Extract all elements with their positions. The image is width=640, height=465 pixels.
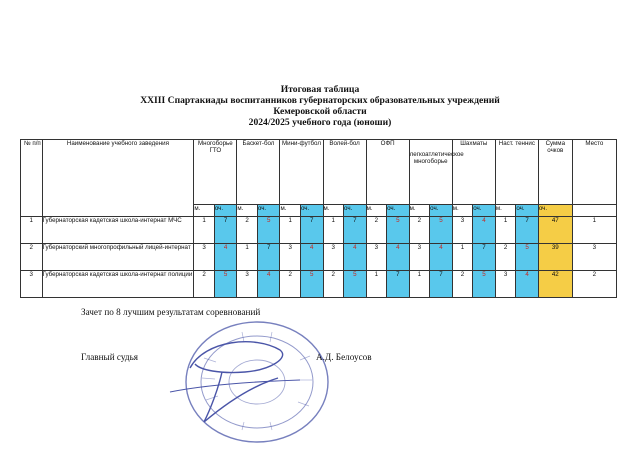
- subheader-points-label: оч.: [300, 205, 323, 217]
- sport-place: 2: [452, 271, 473, 298]
- sport-place: 3: [409, 244, 430, 271]
- sport-place: 1: [452, 244, 473, 271]
- header-sport: Баскет-бол: [237, 140, 280, 205]
- header-place: Место: [572, 140, 616, 205]
- sport-points: 4: [430, 244, 453, 271]
- subheader-place-label: м.: [194, 205, 215, 217]
- subheader-place-label: м.: [280, 205, 301, 217]
- header-num: № п/п: [21, 140, 43, 217]
- subheader-place-label: м.: [495, 205, 516, 217]
- sport-place: 3: [366, 244, 387, 271]
- header-sport: ОФП: [366, 140, 409, 205]
- subheader-points-label: оч.: [344, 205, 367, 217]
- sport-points: 7: [257, 244, 280, 271]
- sport-points: 4: [300, 244, 323, 271]
- subheader-place-label: м.: [237, 205, 258, 217]
- subheader-points-label: оч.: [430, 205, 453, 217]
- subheader-place-label: м.: [323, 205, 344, 217]
- header-sport: Многоборье ГТО: [194, 140, 237, 205]
- judge-signature: [160, 330, 310, 430]
- total-points: 42: [538, 271, 572, 298]
- sport-points: 4: [516, 271, 539, 298]
- sport-points: 4: [344, 244, 367, 271]
- title-line-3: Кемеровской области: [273, 106, 367, 117]
- sport-place: 2: [409, 217, 430, 244]
- header-sport: Мини-футбол: [280, 140, 323, 205]
- sport-points: 7: [430, 271, 453, 298]
- sport-place: 1: [280, 217, 301, 244]
- table-row: [21, 244, 617, 271]
- sport-place: 2: [237, 217, 258, 244]
- header-sport: Волей-бол: [323, 140, 366, 205]
- header-name: Наименование учебного заведения: [42, 140, 194, 217]
- sport-points: 7: [516, 217, 539, 244]
- sport-place: 3: [452, 217, 473, 244]
- sport-points: 4: [387, 244, 410, 271]
- subheader-place-empty: [572, 205, 616, 217]
- sport-points: 5: [344, 271, 367, 298]
- total-points: 39: [538, 244, 572, 271]
- header-sport: Наст. теннис: [495, 140, 538, 205]
- title-line-4: 2024/2025 учебного года (юноши): [248, 117, 392, 128]
- sport-place: 2: [495, 244, 516, 271]
- title-block: [0, 84, 640, 128]
- subheader-points-label: оч.: [516, 205, 539, 217]
- sport-place: 1: [366, 271, 387, 298]
- title-line-1: Итоговая таблица: [280, 84, 360, 95]
- results-table: [20, 139, 617, 298]
- scoring-note: Зачет по 8 лучшим результатам соревнований: [81, 307, 261, 317]
- row-num: 2: [21, 244, 43, 271]
- subheader-place-label: м.: [452, 205, 473, 217]
- subheader-points-label: оч.: [387, 205, 410, 217]
- sport-points: 5: [257, 217, 280, 244]
- sport-place: 2: [194, 271, 215, 298]
- subheader-points-label: оч.: [257, 205, 280, 217]
- subheader-points-label: оч.: [473, 205, 496, 217]
- row-num: 3: [21, 271, 43, 298]
- title-line-2: XXIII Спартакиады воспитанников губернаторских образовательных учреждений: [140, 95, 500, 106]
- sport-points: 7: [300, 217, 323, 244]
- table-row: [21, 217, 617, 244]
- sport-place: 2: [366, 217, 387, 244]
- sport-points: 5: [516, 244, 539, 271]
- sport-points: 5: [387, 217, 410, 244]
- sport-points: 4: [214, 244, 237, 271]
- sport-place: 1: [237, 244, 258, 271]
- sport-points: 4: [257, 271, 280, 298]
- sport-place: 1: [409, 271, 430, 298]
- header-sport: Шахматы: [452, 140, 495, 205]
- school-name: Губернаторская кадетская школа-интернат полиции: [42, 271, 194, 298]
- sport-place: 3: [280, 244, 301, 271]
- header-sum: Сумма очков: [538, 140, 572, 205]
- total-points: 47: [538, 217, 572, 244]
- sport-points: 5: [473, 271, 496, 298]
- header-sport: легкоатлетическое многоборье: [409, 140, 452, 205]
- sport-place: 3: [194, 244, 215, 271]
- header-row: [21, 140, 617, 205]
- sport-place: 1: [194, 217, 215, 244]
- sport-points: 7: [214, 217, 237, 244]
- final-place: 2: [572, 271, 616, 298]
- sport-place: 2: [323, 271, 344, 298]
- subheader-sum-label: оч.: [538, 205, 572, 217]
- judge-name: А.Д. Белоусов: [316, 352, 372, 362]
- sport-points: 4: [473, 217, 496, 244]
- subheader-points-label: оч.: [214, 205, 237, 217]
- final-place: 1: [572, 217, 616, 244]
- subheader-place-label: м.: [409, 205, 430, 217]
- table-row: [21, 271, 617, 298]
- sport-points: 7: [344, 217, 367, 244]
- school-name: Губернаторский многопрофильный лицей-интернат: [42, 244, 194, 271]
- sport-place: 3: [495, 271, 516, 298]
- school-name: Губернаторская кадетская школа-интернат МЧС: [42, 217, 194, 244]
- sport-points: 5: [300, 271, 323, 298]
- judge-label: Главный судья: [81, 352, 138, 362]
- sport-points: 5: [214, 271, 237, 298]
- sport-place: 3: [237, 271, 258, 298]
- sport-place: 1: [495, 217, 516, 244]
- sport-points: 7: [387, 271, 410, 298]
- sport-place: 1: [323, 217, 344, 244]
- sport-place: 2: [280, 271, 301, 298]
- sport-points: 5: [430, 217, 453, 244]
- subheader-place-label: м.: [366, 205, 387, 217]
- final-place: 3: [572, 244, 616, 271]
- sport-points: 7: [473, 244, 496, 271]
- row-num: 1: [21, 217, 43, 244]
- sport-place: 3: [323, 244, 344, 271]
